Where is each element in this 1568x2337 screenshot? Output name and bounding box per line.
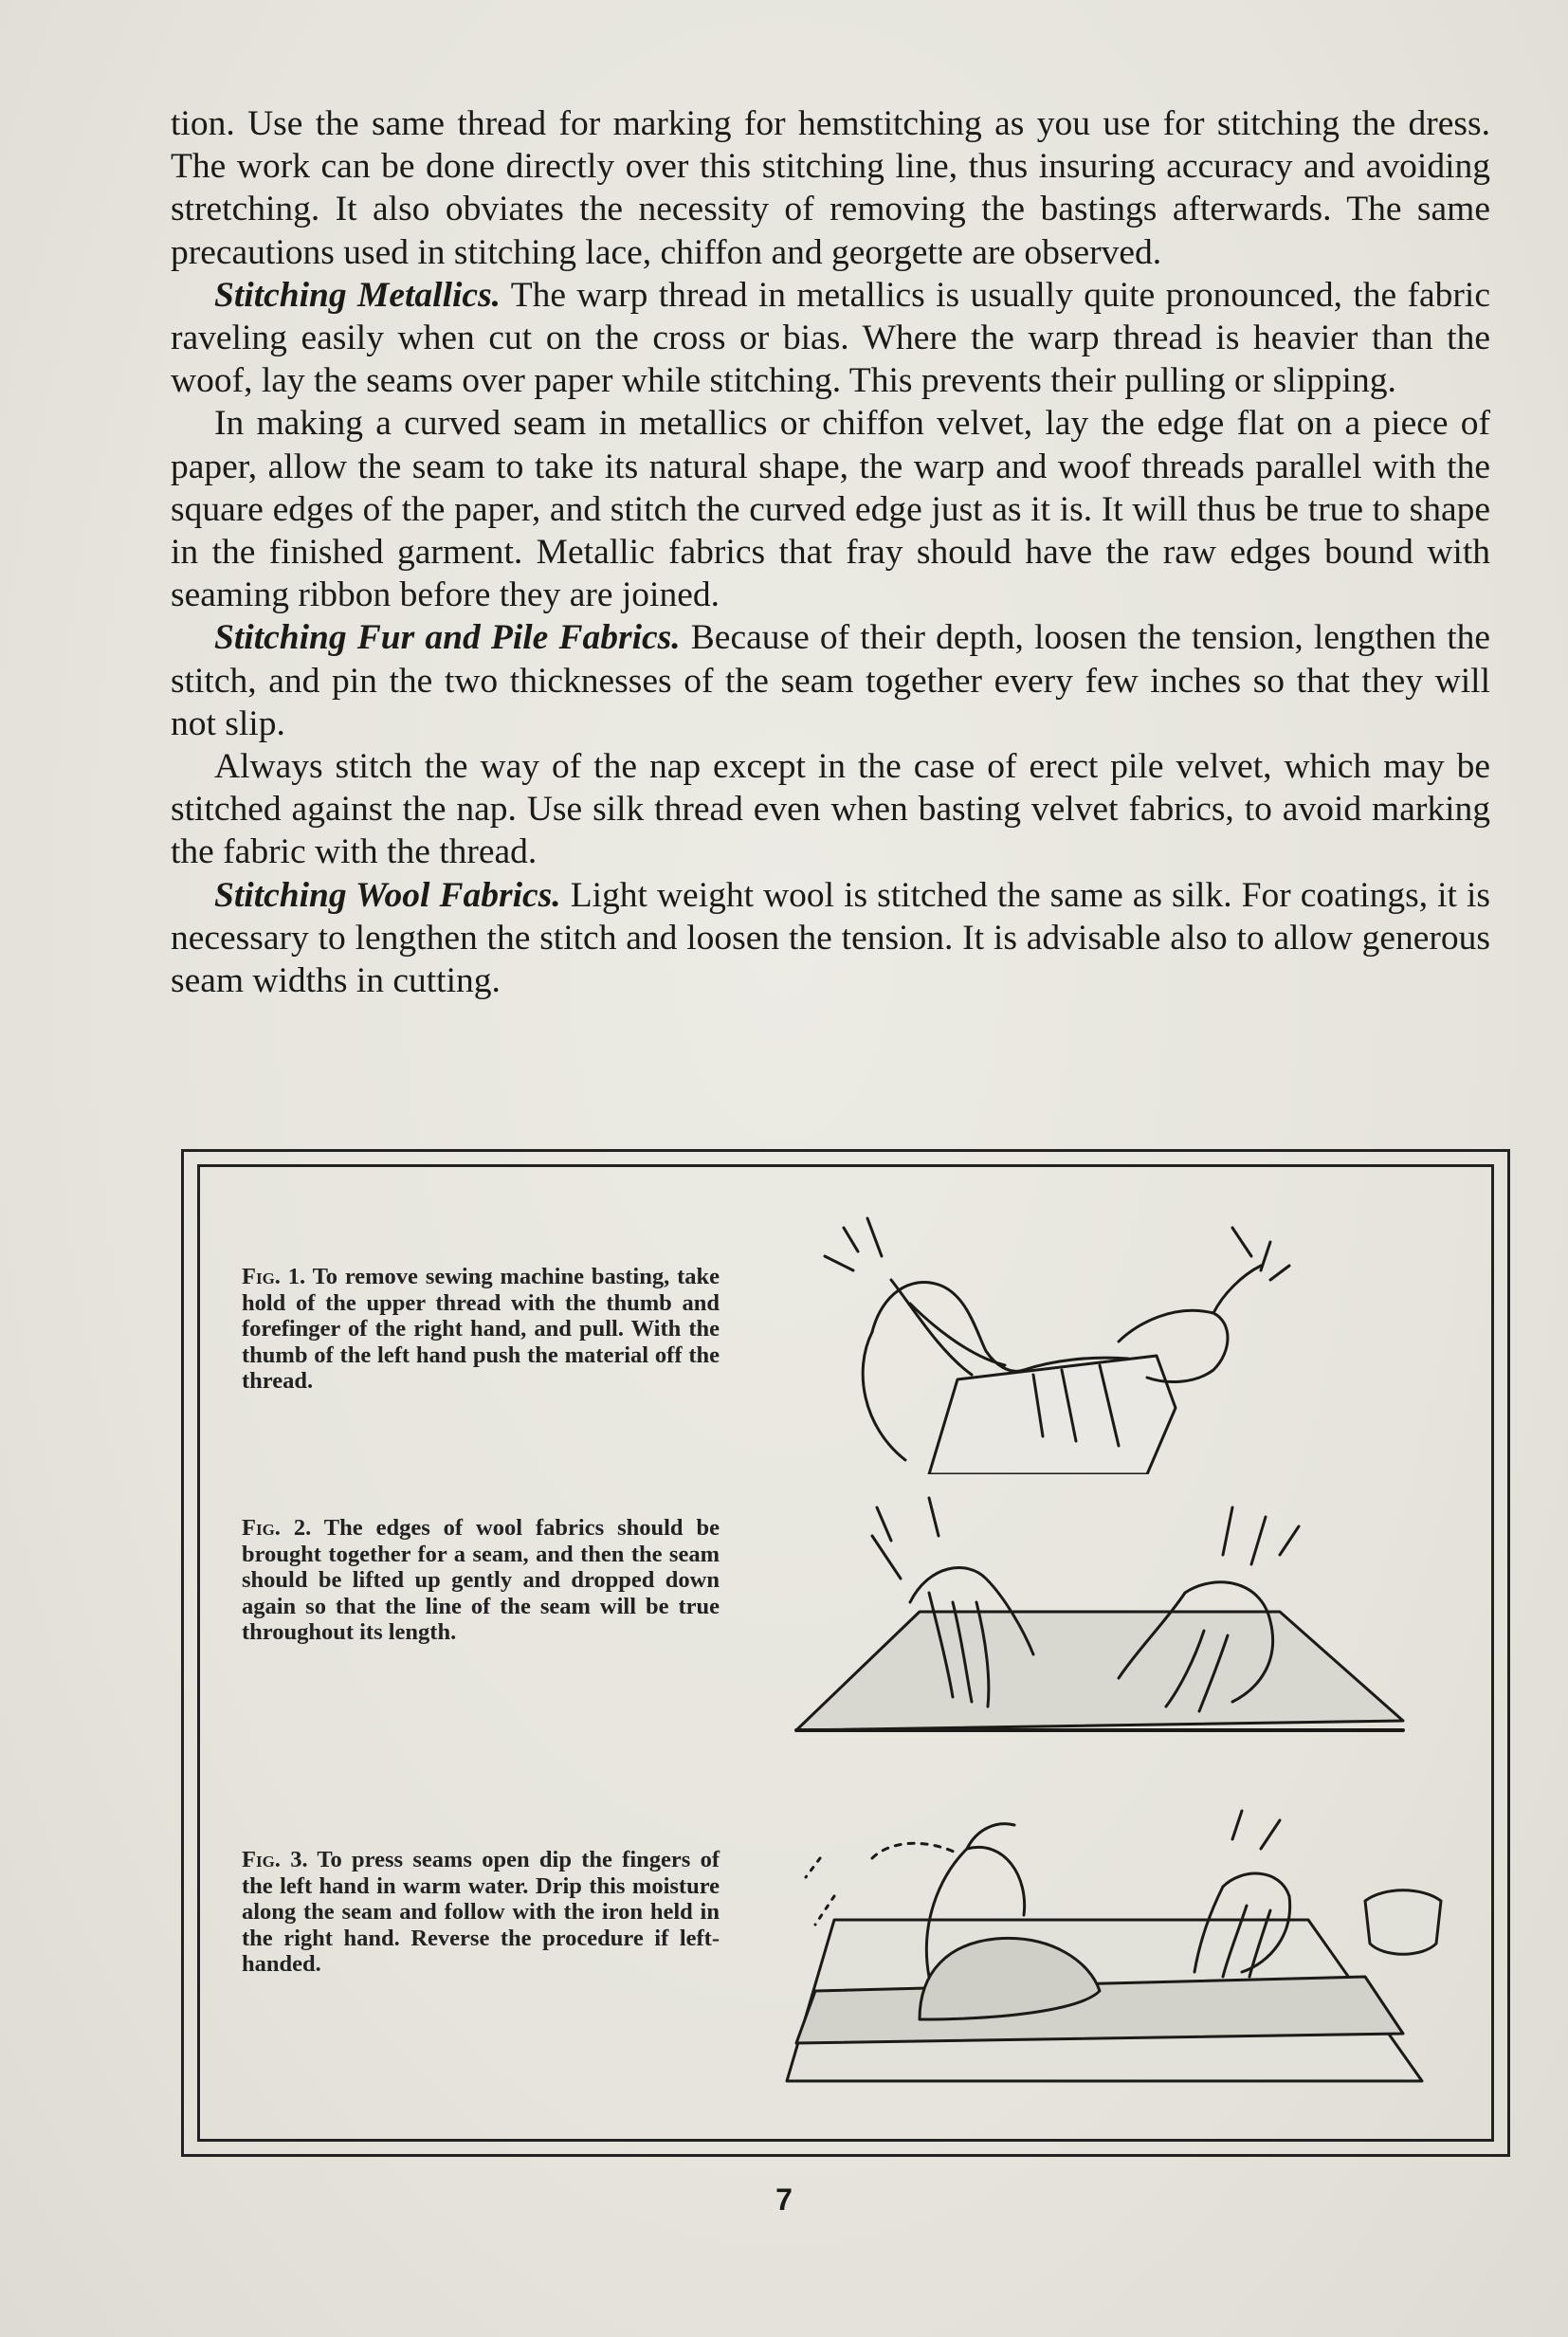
section-heading: Stitching Fur and Pile Fabrics. [214,618,681,658]
paragraph-curved-seam [171,402,1490,616]
caption-text: The edges of wool fabrics should be brought together for a seam, and then the seam should be lifted up gently and dropped down again so that the line of the seam will be true throughout its length. [242,1515,720,1645]
paragraph-stitching-metallics [171,274,1490,403]
figure-3-illustration [777,1782,1460,2086]
paragraph-stitching-wool [171,874,1490,1003]
figure-1-caption [242,1264,720,1395]
figure-1-illustration [815,1190,1346,1474]
paragraph-nap [171,745,1490,874]
paragraph-text: Because of their depth, loosen the tension, lengthen the stitch, and pin the two thicknesses of the seam together every few inches so that they will not slip. [171,618,1491,743]
paragraph-continuation [171,102,1490,274]
page-number: 7 [775,2182,793,2217]
section-heading: Stitching Wool Fabrics. [214,875,561,915]
figure-3-caption [242,1847,720,1978]
figure-2-caption [242,1515,720,1646]
figure-2-illustration [787,1488,1413,1744]
figure-label: Fig. 1. [242,1264,306,1289]
section-heading: Stitching Metallics. [214,275,501,315]
caption-text: To remove sewing machine basting, take hold of the upper thread with the thumb and forefinger of the right hand, and pull. With the thumb of the left hand push the material off the thread. [242,1264,720,1394]
paragraph-text: Light weight wool is stitched the same as silk. For coatings, it is necessary to lengthen the stitch and loosen the tension. It is advisable also to allow generous seam widths in cutting. [171,875,1491,1001]
paragraph-text: Always stitch the way of the nap except in the case of erect pile velvet, which may be stitched against the nap. Use silk thread even when basting velvet fabrics, to avoid marking the fabric with the thread. [171,747,1490,872]
paragraph-text: tion. Use the same thread for marking for hemstitching as you use for stitching the dress. The work can be done directly over this stitching line, thus insuring accuracy and avoiding stretching. It also obviates the necessity of removing the bastings afterwards. The same precautions used in stitching lace, chiffon and georgette are observed. [171,104,1490,272]
body-text [171,102,1490,1002]
paragraph-stitching-fur [171,616,1490,745]
caption-text: To press seams open dip the fingers of the left hand in warm water. Drip this moisture along the seam and follow with the iron held in the right hand. Reverse the procedure if left-handed. [242,1847,720,1977]
paragraph-text: The warp thread in metallics is usually quite pronounced, the fabric raveling easily when cut on the cross or bias. Where the warp thread is heavier than the woof, lay the seams over paper while stitching. This prevents their pulling or slipping. [171,275,1490,401]
paragraph-text: In making a curved seam in metallics or chiffon velvet, lay the edge flat on a piece of paper, allow the seam to take its natural shape, the warp and woof threads parallel with the square edges of the paper, and stitch the curved edge just as it is. It will thus be true to shape in the finished garment. Metallic fabrics that fray should have the raw edges bound with seaming ribbon before they are joined. [171,404,1490,615]
figure-label: Fig. 3. [242,1847,308,1872]
figure-label: Fig. 2. [242,1515,312,1541]
